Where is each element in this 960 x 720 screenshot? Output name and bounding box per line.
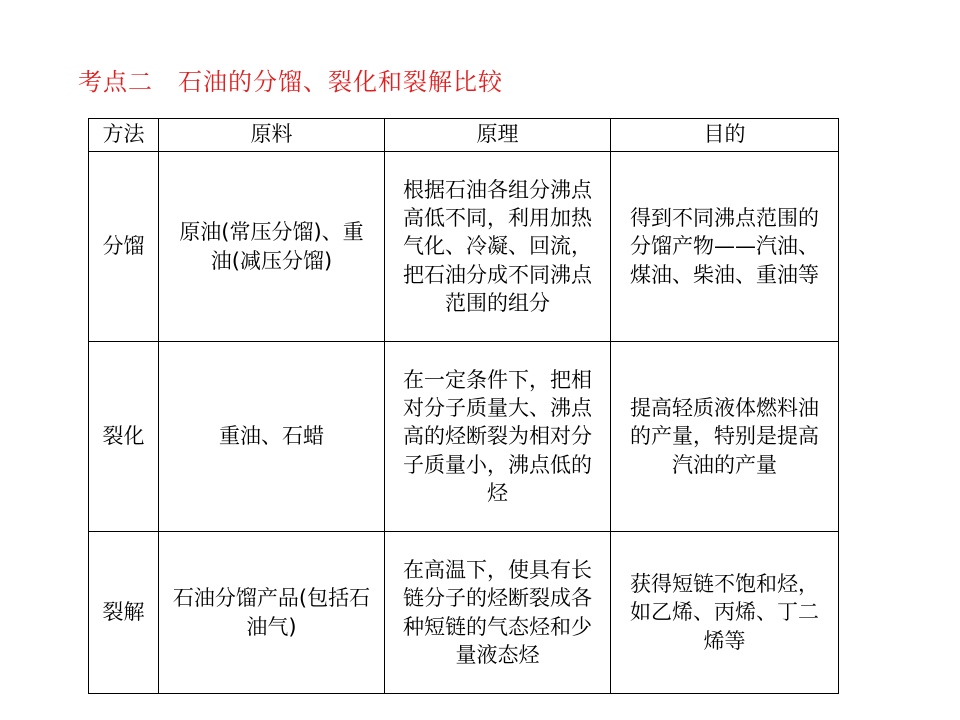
method-cell: 裂解: [89, 532, 159, 694]
material-cell: 重油、石蜡: [159, 342, 385, 532]
purpose-cell: 获得短链不饱和烃，如乙烯、丙烯、丁二烯等: [611, 532, 839, 694]
header-purpose: 目的: [611, 119, 839, 152]
principle-cell: 根据石油各组分沸点高低不同，利用加热气化、冷凝、回流，把石油分成不同沸点范围的组分: [385, 152, 611, 342]
table-row: [89, 152, 839, 342]
principle-cell: 在高温下，使具有长链分子的烃断裂成各种短链的气态烃和少量液态烃: [385, 532, 611, 694]
method-cell: 分馏: [89, 152, 159, 342]
header-method: 方法: [89, 119, 159, 152]
header-principle: 原理: [385, 119, 611, 152]
header-row: [89, 119, 839, 152]
comparison-table: [88, 118, 839, 694]
purpose-cell: 提高轻质液体燃料油的产量，特别是提高汽油的产量: [611, 342, 839, 532]
section-title: 考点二 石油的分馏、裂化和裂解比较: [78, 68, 503, 96]
table-row: [89, 342, 839, 532]
material-cell: 原油(常压分馏)、重油(减压分馏): [159, 152, 385, 342]
table-row: [89, 532, 839, 694]
principle-cell: 在一定条件下，把相对分子质量大、沸点高的烃断裂为相对分子质量小，沸点低的烃: [385, 342, 611, 532]
method-cell: 裂化: [89, 342, 159, 532]
purpose-cell: 得到不同沸点范围的分馏产物——汽油、煤油、柴油、重油等: [611, 152, 839, 342]
header-material: 原料: [159, 119, 385, 152]
material-cell: 石油分馏产品(包括石油气): [159, 532, 385, 694]
